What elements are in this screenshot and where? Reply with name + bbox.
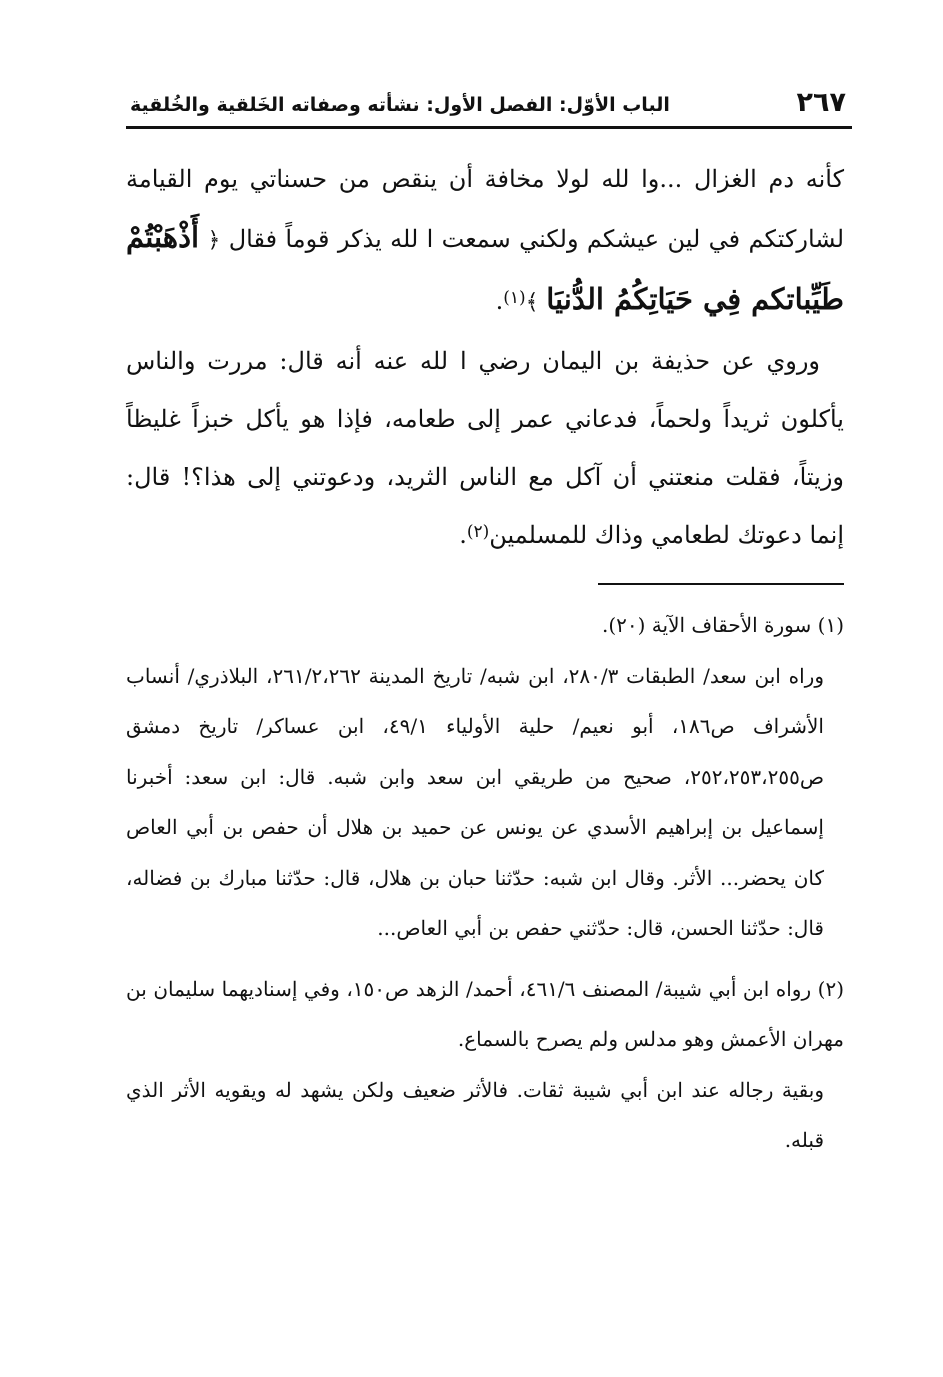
paragraph-1-text: كأنه دم الغزال ...وا لله لولا مخافة أن ينقص من حسناتي يوم القيامة لشاركتكم في لين عيشكم ولكني سمعت ا لله يذكر قوماً فقال [126, 165, 845, 253]
quran-verse: أَذْهَبْتُمْ طَيِّباتكم فِي حَيَاتِكُمُ الدُّنيَا [126, 220, 844, 316]
paragraph-1 [126, 150, 844, 332]
footnote-separator [598, 583, 844, 585]
running-header [126, 84, 852, 129]
footnote-1-detail: وراه ابن سعد/ الطبقات ٢٨٠/٣، ابن شبه/ تاريخ المدينة ٢٦١/٢،٢٦٢، البلاذري/ أنساب الأشراف ص١٨٦، أبو نعيم/ حلية الأولياء ٤٩/١، ابن عساكر/ تاريخ دمشق ص٢٥٢،٢٥٣،٢٥٥، صحيح من طريقي ابن سعد وابن شبه. قال: ابن سعد: أخبرنا إسماعيل بن إبراهيم الأسدي عن يونس عن حميد بن هلال أن حفص بن أبي العاص كان يحضر... الأثر. وقال ابن شبه: حدّثنا حبان بن هلال، قال: حدّثنا مبارك بن فضاله، قال: حدّثنا الحسن، قال: حدّثني حفص بن أبي العاص... [126, 663, 824, 940]
footnote-2-detail: وبقية رجاله عند ابن أبي شيبة ثقات. فالأثر ضعيف ولكن يشهد له ويقويه الأثر الذي قبله. [126, 1077, 824, 1152]
footnote-ref-1[interactable]: (١) [503, 288, 526, 308]
footnote-ref-2[interactable]: (٢) [466, 522, 490, 542]
quran-open-bracket: ﴿ [207, 228, 221, 253]
footnote-1: (١) سورة الأحقاف الآية (٢٠). [601, 613, 844, 637]
page-number: ٢٦٧ [796, 87, 846, 118]
quran-close-bracket: ﴾ [525, 290, 539, 315]
chapter-title: الباب الأوّل: الفصل الأول: نشأته وصفاته الخَلقية والخُلقية [130, 94, 670, 116]
paragraph-2 [126, 332, 844, 564]
paragraph-1-end: . [495, 287, 504, 315]
paragraph-2-text: وروي عن حذيفة بن اليمان رضي ا لله عنه أنه قال: مررت والناس يأكلون ثريداً ولحماً، فدعاني عمر إلى طعامه، فإذا هو يأكل خبزاً غليظاً وزيتاً، فقلت منعتني أن آكل مع الناس الثريد، ودعوتني إلى هذا؟! قال: إنما دعوتك لطعامي وذاك للمسلمين [126, 347, 844, 549]
paragraph-2-end: . [459, 521, 467, 549]
main-text [126, 150, 844, 564]
footnotes [126, 600, 844, 1166]
footnote-2: (٢) رواه ابن أبي شيبة/ المصنف ٤٦١/٦، أحمد/ الزهد ص١٥٠، وفي إسناديهما سليمان بن مهران الأعمش وهو مدلس ولم يصرح بالسماع. [126, 976, 845, 1051]
